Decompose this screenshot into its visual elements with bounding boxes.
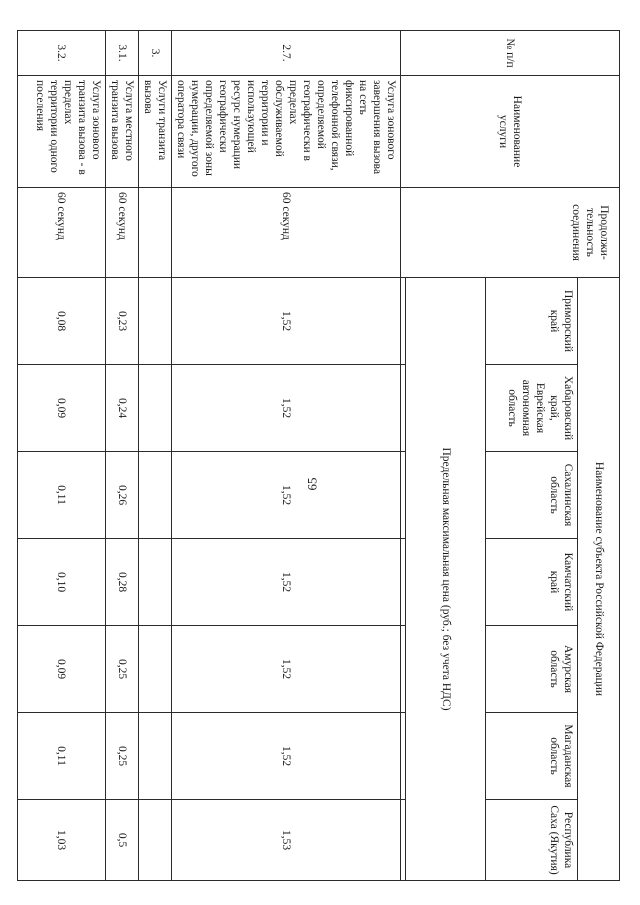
row-duration: 60 секунд <box>105 188 138 278</box>
page-number: 65 <box>304 477 320 491</box>
row-num: 3. <box>138 31 171 76</box>
tariff-table <box>17 30 620 881</box>
row-value <box>138 800 171 881</box>
row-value: 0,08 <box>17 278 105 365</box>
header-region: Амурская область <box>486 626 578 713</box>
row-value: 1,52 <box>171 452 400 539</box>
row-value: 0,10 <box>17 539 105 626</box>
header-region: Камчатский край <box>486 539 578 626</box>
row-service: Услуги транзита вызова <box>138 76 171 188</box>
tariff-table-container <box>30 30 620 880</box>
row-service: Услуга зонового завершения вызова на сеть фиксированной телефонной связи, определяемой географически в пределах обслуживаемой территории и использующей ресурс нумерации географически определяемой зоны нумерации, другого оператора связи <box>171 76 400 188</box>
row-value: 1,52 <box>171 713 400 800</box>
row-duration: 60 секунд <box>17 188 105 278</box>
row-value: 1,52 <box>171 626 400 713</box>
row-value <box>138 452 171 539</box>
table-row <box>138 31 171 881</box>
header-row-1 <box>578 31 620 881</box>
table-row <box>105 31 138 881</box>
table-row <box>171 31 400 881</box>
row-value: 1,53 <box>171 800 400 881</box>
row-value: 0,28 <box>105 539 138 626</box>
header-num: № п/п <box>401 31 620 76</box>
header-region: Хабаровский край, Еврейская автономная область <box>486 365 578 452</box>
row-value: 1,52 <box>171 365 400 452</box>
row-num: 3.1. <box>105 31 138 76</box>
row-value: 0,23 <box>105 278 138 365</box>
header-region: Магаданская область <box>486 713 578 800</box>
row-value: 0,26 <box>105 452 138 539</box>
row-value: 0,09 <box>17 626 105 713</box>
row-service: Услуга местного транзита вызова <box>105 76 138 188</box>
row-duration <box>138 188 171 278</box>
row-value: 1,03 <box>17 800 105 881</box>
header-service: Наименование услуги <box>401 76 620 188</box>
row-num: 3.2. <box>17 31 105 76</box>
row-value <box>138 626 171 713</box>
row-value: 1,52 <box>171 539 400 626</box>
header-duration: Продолжи-тельность соединения <box>401 188 620 278</box>
row-value <box>138 278 171 365</box>
row-value: 0,11 <box>17 452 105 539</box>
row-value: 0,25 <box>105 713 138 800</box>
row-duration: 60 секунд <box>171 188 400 278</box>
row-value <box>138 365 171 452</box>
row-value: 0,09 <box>17 365 105 452</box>
row-value: 1,52 <box>171 278 400 365</box>
row-value: 0,25 <box>105 626 138 713</box>
row-num: 2.7. <box>171 31 400 76</box>
row-value: 0,5 <box>105 800 138 881</box>
row-value: 0,11 <box>17 713 105 800</box>
row-value <box>138 539 171 626</box>
row-value: 0,24 <box>105 365 138 452</box>
header-region: Приморский край <box>486 278 578 365</box>
table-row <box>17 31 105 881</box>
header-subject-group: Наименование субъекта Российской Федерации <box>578 278 620 881</box>
header-region: Республика Саха (Якутия) <box>486 800 578 881</box>
header-price-caption: Предельная максимальная цена (руб.; без учета НДС) <box>406 278 486 881</box>
header-region: Сахалинская область <box>486 452 578 539</box>
row-service: Услуга зонового транзита вызова - в пределах территории одного поселения <box>17 76 105 188</box>
row-value <box>138 713 171 800</box>
